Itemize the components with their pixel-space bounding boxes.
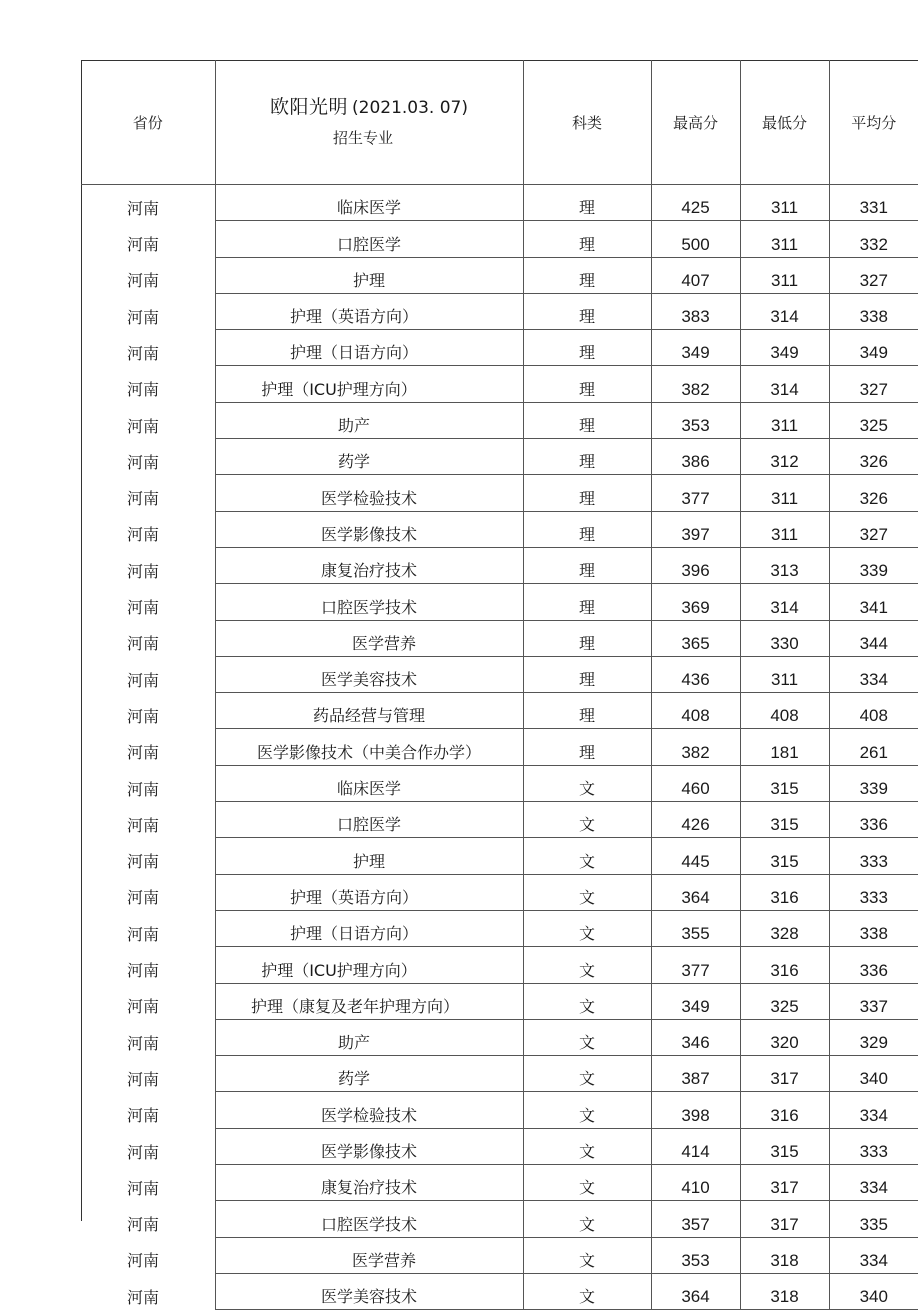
- cell-category: 理: [523, 693, 651, 729]
- cell-province: 河南: [127, 1106, 160, 1126]
- cell-min-score: 315: [740, 1128, 829, 1164]
- cell-max-score: 349: [651, 983, 740, 1019]
- cell-major: 医学美容技术: [215, 656, 523, 692]
- cell-category: 理: [523, 439, 651, 475]
- cell-category: 理: [523, 366, 651, 402]
- table-row: [81, 1056, 918, 1092]
- cell-category: 文: [523, 765, 651, 801]
- cell-category: 文: [523, 1201, 651, 1237]
- cell-category: 文: [523, 1056, 651, 1092]
- cell-major: 护理（ICU护理方向）: [215, 947, 523, 983]
- cell-province: 河南: [127, 198, 160, 218]
- cell-province: 河南: [127, 1215, 160, 1235]
- cell-province: 河南: [127, 924, 160, 944]
- cell-category: 文: [523, 802, 651, 838]
- cell-major: 药学: [215, 439, 523, 475]
- cell-max-score: 369: [651, 584, 740, 620]
- table-row: [81, 802, 918, 838]
- table-row: [81, 547, 918, 583]
- cell-avg-score: 261: [829, 729, 918, 765]
- table-row: [81, 1092, 918, 1128]
- cell-category: 理: [523, 511, 651, 547]
- cell-province: 河南: [127, 852, 160, 872]
- cell-province: 河南: [127, 743, 160, 763]
- cell-category: 理: [523, 584, 651, 620]
- cell-province: 河南: [127, 961, 160, 981]
- cell-category: 文: [523, 1128, 651, 1164]
- cell-major: 临床医学: [215, 185, 523, 221]
- cell-min-score: 408: [740, 693, 829, 729]
- cell-min-score: 181: [740, 729, 829, 765]
- document-author: 欧阳光明: [269, 96, 348, 118]
- cell-province: 河南: [127, 343, 160, 363]
- table-row: [81, 185, 918, 221]
- cell-category: 文: [523, 1273, 651, 1309]
- cell-min-score: 325: [740, 983, 829, 1019]
- cell-min-score: 314: [740, 366, 829, 402]
- table-row: [81, 1165, 918, 1201]
- cell-avg-score: 340: [829, 1056, 918, 1092]
- cell-min-score: 317: [740, 1201, 829, 1237]
- cell-category: 文: [523, 910, 651, 946]
- cell-min-score: 311: [740, 257, 829, 293]
- cell-category: 理: [523, 293, 651, 329]
- cell-province: 河南: [127, 1069, 160, 1089]
- cell-avg-score: 339: [829, 765, 918, 801]
- cell-province: 河南: [127, 779, 160, 799]
- cell-avg-score: 334: [829, 1092, 918, 1128]
- table-row: [81, 1237, 918, 1273]
- cell-category: 文: [523, 1165, 651, 1201]
- cell-min-score: 317: [740, 1056, 829, 1092]
- cell-avg-score: 326: [829, 475, 918, 511]
- cell-category: 理: [523, 475, 651, 511]
- cell-avg-score: 335: [829, 1201, 918, 1237]
- cell-max-score: 357: [651, 1201, 740, 1237]
- admission-score-sheet: [81, 60, 918, 1310]
- cell-avg-score: 333: [829, 874, 918, 910]
- cell-major: 医学检验技术: [215, 475, 523, 511]
- header-major-label: 招生专业: [332, 129, 393, 147]
- table-row: [81, 330, 918, 366]
- cell-major: 口腔医学: [215, 802, 523, 838]
- cell-province: 河南: [127, 380, 160, 400]
- cell-max-score: 410: [651, 1165, 740, 1201]
- cell-avg-score: 331: [829, 185, 918, 221]
- cell-avg-score: 408: [829, 693, 918, 729]
- cell-major: 护理（ICU护理方向）: [215, 366, 523, 402]
- cell-category: 理: [523, 185, 651, 221]
- cell-province: 河南: [127, 525, 160, 545]
- cell-major: 药品经营与管理: [215, 693, 523, 729]
- cell-province: 河南: [127, 489, 160, 509]
- cell-province: 河南: [127, 1142, 160, 1162]
- table-row: [81, 439, 918, 475]
- cell-min-score: 315: [740, 838, 829, 874]
- cell-avg-score: 327: [829, 257, 918, 293]
- cell-category: 理: [523, 547, 651, 583]
- cell-major: 康复治疗技术: [215, 1165, 523, 1201]
- table-row: [81, 475, 918, 511]
- cell-min-score: 318: [740, 1273, 829, 1309]
- cell-category: 文: [523, 1019, 651, 1055]
- cell-province: 河南: [127, 452, 160, 472]
- cell-max-score: 365: [651, 620, 740, 656]
- cell-min-score: 314: [740, 293, 829, 329]
- cell-min-score: 311: [740, 402, 829, 438]
- cell-major: 医学营养: [215, 1237, 523, 1273]
- table-row: [81, 874, 918, 910]
- cell-max-score: 386: [651, 439, 740, 475]
- cell-max-score: 425: [651, 185, 740, 221]
- cell-province: 河南: [127, 815, 160, 835]
- cell-avg-score: 338: [829, 910, 918, 946]
- table-row: [81, 838, 918, 874]
- cell-max-score: 414: [651, 1128, 740, 1164]
- cell-category: 理: [523, 330, 651, 366]
- cell-max-score: 364: [651, 874, 740, 910]
- table-row: [81, 693, 918, 729]
- cell-category: 文: [523, 983, 651, 1019]
- cell-min-score: 311: [740, 656, 829, 692]
- cell-category: 文: [523, 874, 651, 910]
- cell-avg-score: 332: [829, 221, 918, 257]
- table-row: [81, 1273, 918, 1309]
- cell-province: 河南: [127, 1033, 160, 1053]
- cell-avg-score: 336: [829, 947, 918, 983]
- cell-avg-score: 329: [829, 1019, 918, 1055]
- cell-max-score: 408: [651, 693, 740, 729]
- cell-min-score: 311: [740, 475, 829, 511]
- cell-category: 理: [523, 257, 651, 293]
- cell-max-score: 349: [651, 330, 740, 366]
- cell-avg-score: 334: [829, 656, 918, 692]
- cell-max-score: 383: [651, 293, 740, 329]
- cell-category: 理: [523, 729, 651, 765]
- cell-category: 理: [523, 656, 651, 692]
- cell-category: 理: [523, 620, 651, 656]
- table-row: [81, 402, 918, 438]
- cell-min-score: 320: [740, 1019, 829, 1055]
- cell-max-score: 382: [651, 729, 740, 765]
- cell-avg-score: 336: [829, 802, 918, 838]
- cell-min-score: 314: [740, 584, 829, 620]
- cell-max-score: 355: [651, 910, 740, 946]
- cell-province: 河南: [127, 416, 160, 436]
- cell-min-score: 312: [740, 439, 829, 475]
- cell-major: 医学影像技术: [215, 511, 523, 547]
- cell-major: 助产: [215, 1019, 523, 1055]
- cell-major: 口腔医学: [215, 221, 523, 257]
- cell-major: 医学美容技术: [215, 1273, 523, 1309]
- cell-major: 药学: [215, 1056, 523, 1092]
- cell-min-score: 316: [740, 947, 829, 983]
- cell-major: 护理（康复及老年护理方向）: [215, 983, 523, 1019]
- table-header: [81, 60, 918, 185]
- cell-avg-score: 349: [829, 330, 918, 366]
- cell-avg-score: 344: [829, 620, 918, 656]
- cell-province: 河南: [127, 598, 160, 618]
- table-row: [81, 221, 918, 257]
- cell-min-score: 318: [740, 1237, 829, 1273]
- cell-major: 康复治疗技术: [215, 547, 523, 583]
- cell-max-score: 353: [651, 402, 740, 438]
- header-category: 科类: [523, 60, 651, 185]
- cell-major: 护理: [215, 838, 523, 874]
- table-row: [81, 1019, 918, 1055]
- cell-province: 河南: [127, 1287, 160, 1307]
- cell-max-score: 436: [651, 656, 740, 692]
- cell-avg-score: 340: [829, 1273, 918, 1309]
- cell-major: 临床医学: [215, 765, 523, 801]
- table-body: [81, 185, 918, 1310]
- cell-max-score: 364: [651, 1273, 740, 1309]
- table-row: [81, 293, 918, 329]
- cell-max-score: 398: [651, 1092, 740, 1128]
- cell-max-score: 382: [651, 366, 740, 402]
- table-row: [81, 511, 918, 547]
- cell-max-score: 353: [651, 1237, 740, 1273]
- table-row: [81, 765, 918, 801]
- cell-min-score: 311: [740, 221, 829, 257]
- cell-major: 医学影像技术: [215, 1128, 523, 1164]
- cell-max-score: 396: [651, 547, 740, 583]
- header-province: 省份: [81, 60, 215, 185]
- cell-major: 护理（英语方向）: [215, 293, 523, 329]
- cell-min-score: 316: [740, 874, 829, 910]
- header-avg-score: 平均分: [829, 60, 918, 185]
- cell-min-score: 349: [740, 330, 829, 366]
- table-row: [81, 584, 918, 620]
- header-min-score: 最低分: [740, 60, 829, 185]
- cell-province: 河南: [127, 997, 160, 1017]
- cell-avg-score: 341: [829, 584, 918, 620]
- cell-major: 医学检验技术: [215, 1092, 523, 1128]
- cell-category: 文: [523, 1237, 651, 1273]
- table-row: [81, 983, 918, 1019]
- cell-max-score: 445: [651, 838, 740, 874]
- cell-max-score: 426: [651, 802, 740, 838]
- admission-score-table: [81, 60, 918, 1310]
- table-row: [81, 366, 918, 402]
- cell-max-score: 377: [651, 475, 740, 511]
- cell-min-score: 315: [740, 765, 829, 801]
- cell-major: 护理（英语方向）: [215, 874, 523, 910]
- cell-max-score: 407: [651, 257, 740, 293]
- cell-min-score: 316: [740, 1092, 829, 1128]
- table-row: [81, 947, 918, 983]
- cell-avg-score: 326: [829, 439, 918, 475]
- cell-major: 助产: [215, 402, 523, 438]
- cell-min-score: 311: [740, 185, 829, 221]
- cell-province: 河南: [127, 271, 160, 291]
- cell-province: 河南: [127, 670, 160, 690]
- cell-avg-score: 325: [829, 402, 918, 438]
- table-row: [81, 257, 918, 293]
- cell-province: 河南: [127, 1178, 160, 1198]
- cell-avg-score: 339: [829, 547, 918, 583]
- cell-province: 河南: [127, 706, 160, 726]
- cell-major: 医学影像技术（中美合作办学）: [215, 729, 523, 765]
- cell-category: 文: [523, 947, 651, 983]
- cell-major: 口腔医学技术: [215, 584, 523, 620]
- cell-min-score: 330: [740, 620, 829, 656]
- cell-major: 护理（日语方向）: [215, 330, 523, 366]
- cell-min-score: 313: [740, 547, 829, 583]
- cell-avg-score: 327: [829, 366, 918, 402]
- cell-major: 口腔医学技术: [215, 1201, 523, 1237]
- cell-min-score: 315: [740, 802, 829, 838]
- cell-province: 河南: [127, 235, 160, 255]
- cell-avg-score: 337: [829, 983, 918, 1019]
- document-date: (2021.03. 07): [352, 98, 469, 118]
- cell-category: 文: [523, 1092, 651, 1128]
- cell-major: 医学营养: [215, 620, 523, 656]
- header-max-score: 最高分: [651, 60, 740, 185]
- cell-max-score: 460: [651, 765, 740, 801]
- cell-min-score: 311: [740, 511, 829, 547]
- cell-major: 护理（日语方向）: [215, 910, 523, 946]
- cell-min-score: 328: [740, 910, 829, 946]
- cell-province: 河南: [127, 634, 160, 654]
- cell-province: 河南: [127, 307, 160, 327]
- cell-avg-score: 334: [829, 1237, 918, 1273]
- cell-avg-score: 334: [829, 1165, 918, 1201]
- cell-avg-score: 338: [829, 293, 918, 329]
- header-major: [215, 60, 523, 185]
- cell-category: 理: [523, 221, 651, 257]
- cell-avg-score: 333: [829, 1128, 918, 1164]
- cell-max-score: 377: [651, 947, 740, 983]
- cell-category: 文: [523, 838, 651, 874]
- cell-category: 理: [523, 402, 651, 438]
- table-row: [81, 910, 918, 946]
- table-row: [81, 1128, 918, 1164]
- table-row: [81, 620, 918, 656]
- cell-max-score: 397: [651, 511, 740, 547]
- table-row: [81, 729, 918, 765]
- cell-max-score: 500: [651, 221, 740, 257]
- cell-province: 河南: [127, 561, 160, 581]
- cell-avg-score: 327: [829, 511, 918, 547]
- cell-max-score: 387: [651, 1056, 740, 1092]
- cell-avg-score: 333: [829, 838, 918, 874]
- cell-major: 护理: [215, 257, 523, 293]
- cell-province: 河南: [127, 1251, 160, 1271]
- table-row: [81, 1201, 918, 1237]
- cell-province: 河南: [127, 888, 160, 908]
- header-row: [81, 60, 918, 185]
- cell-max-score: 346: [651, 1019, 740, 1055]
- cell-min-score: 317: [740, 1165, 829, 1201]
- table-row: [81, 656, 918, 692]
